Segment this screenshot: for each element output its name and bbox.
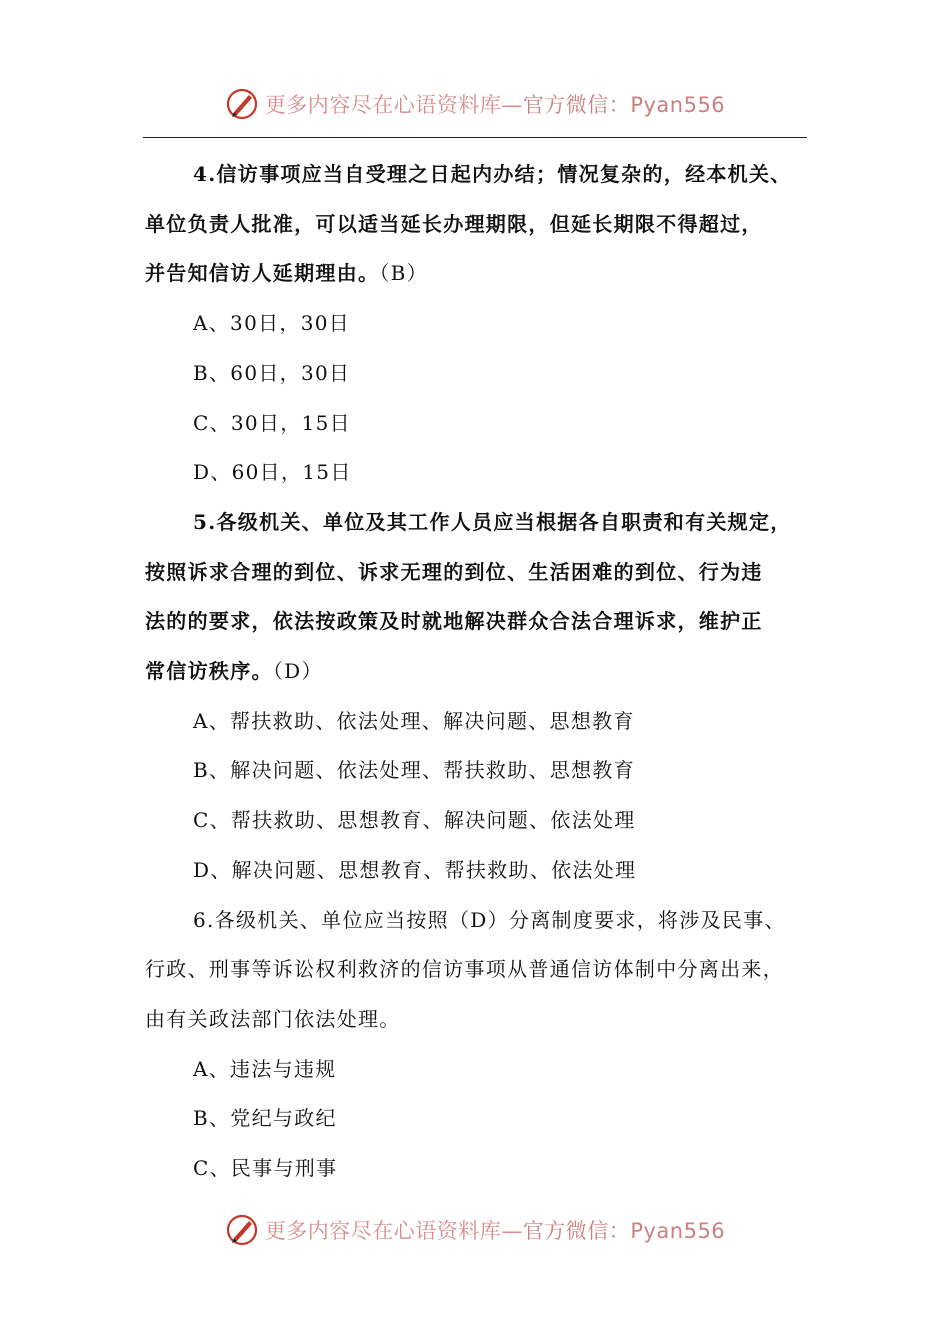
question-4-line-2: 单位负责人批准，可以适当延长办理期限，但延长期限不得超过， <box>145 211 763 236</box>
question-4-answer: （B） <box>379 261 428 286</box>
q5-option-b: B、解决问题、依法处理、帮扶救助、思想教育 <box>193 758 635 783</box>
question-5-line-3: 法的的要求，依法按政策及时就地解决群众合法合理诉求，维护正 <box>145 609 763 634</box>
question-5-text-end: 常信访秩序。 <box>145 659 273 684</box>
brand-text: 更多内容尽在心语资料库 <box>264 1219 502 1243</box>
question-5-line-1: 5.各级机关、单位及其工作人员应当根据各自职责和有关规定， <box>193 509 792 534</box>
question-6-line-3: 由有关政法部门依法处理。 <box>145 1006 401 1031</box>
q5-option-a: A、帮扶救助、依法处理、解决问题、思想教育 <box>193 708 635 733</box>
pen-logo-icon <box>225 87 259 121</box>
q4-option-a: A、30日，30日 <box>193 311 351 336</box>
q5-option-c: C、帮扶救助、思想教育、解决问题、依法处理 <box>193 808 636 833</box>
q4-option-c: C、30日，15日 <box>193 410 351 435</box>
watermark-banner <box>225 87 725 121</box>
question-4-line-1: 4.信访事项应当自受理之日起内办结；情况复杂的，经本机关、 <box>193 162 792 186</box>
question-5-answer: （D） <box>272 659 323 684</box>
header-divider <box>143 137 807 138</box>
q4-option-d: D、60日，15日 <box>193 460 352 485</box>
q6-option-b: B、党纪与政纪 <box>193 1106 337 1131</box>
question-4-text-end: 并告知信访人延期理由。 <box>145 261 380 286</box>
wechat-id: Pyan556 <box>630 93 726 117</box>
q6-option-c: C、民事与刑事 <box>193 1156 338 1181</box>
question-5-line-4 <box>145 647 810 697</box>
watermark-banner-footer <box>225 1213 725 1247</box>
document-body <box>145 150 810 1194</box>
question-5-line-2: 按照诉求合理的到位、诉求无理的到位、生活困难的到位、行为违 <box>145 559 763 584</box>
separator-dash: — <box>501 93 523 117</box>
page-header <box>0 84 950 124</box>
wechat-label: 官方微信： <box>522 93 631 117</box>
question-6-line-2: 行政、刑事等诉讼权利救济的信访事项从普通信访体制中分离出来， <box>145 957 784 982</box>
separator-dash: — <box>501 1219 523 1243</box>
page-footer <box>0 1210 950 1250</box>
wechat-label: 官方微信： <box>522 1219 631 1243</box>
question-6-line-1: 6.各级机关、单位应当按照（D）分离制度要求，将涉及民事、 <box>193 907 786 932</box>
q6-option-a: A、违法与违规 <box>193 1056 337 1081</box>
question-4-line-3 <box>145 249 810 299</box>
q5-option-d: D、解决问题、思想教育、帮扶救助、依法处理 <box>193 857 637 882</box>
brand-text: 更多内容尽在心语资料库 <box>264 93 502 117</box>
wechat-id: Pyan556 <box>630 1219 726 1243</box>
q4-option-b: B、60日，30日 <box>193 360 351 385</box>
pen-logo-icon <box>225 1213 259 1247</box>
